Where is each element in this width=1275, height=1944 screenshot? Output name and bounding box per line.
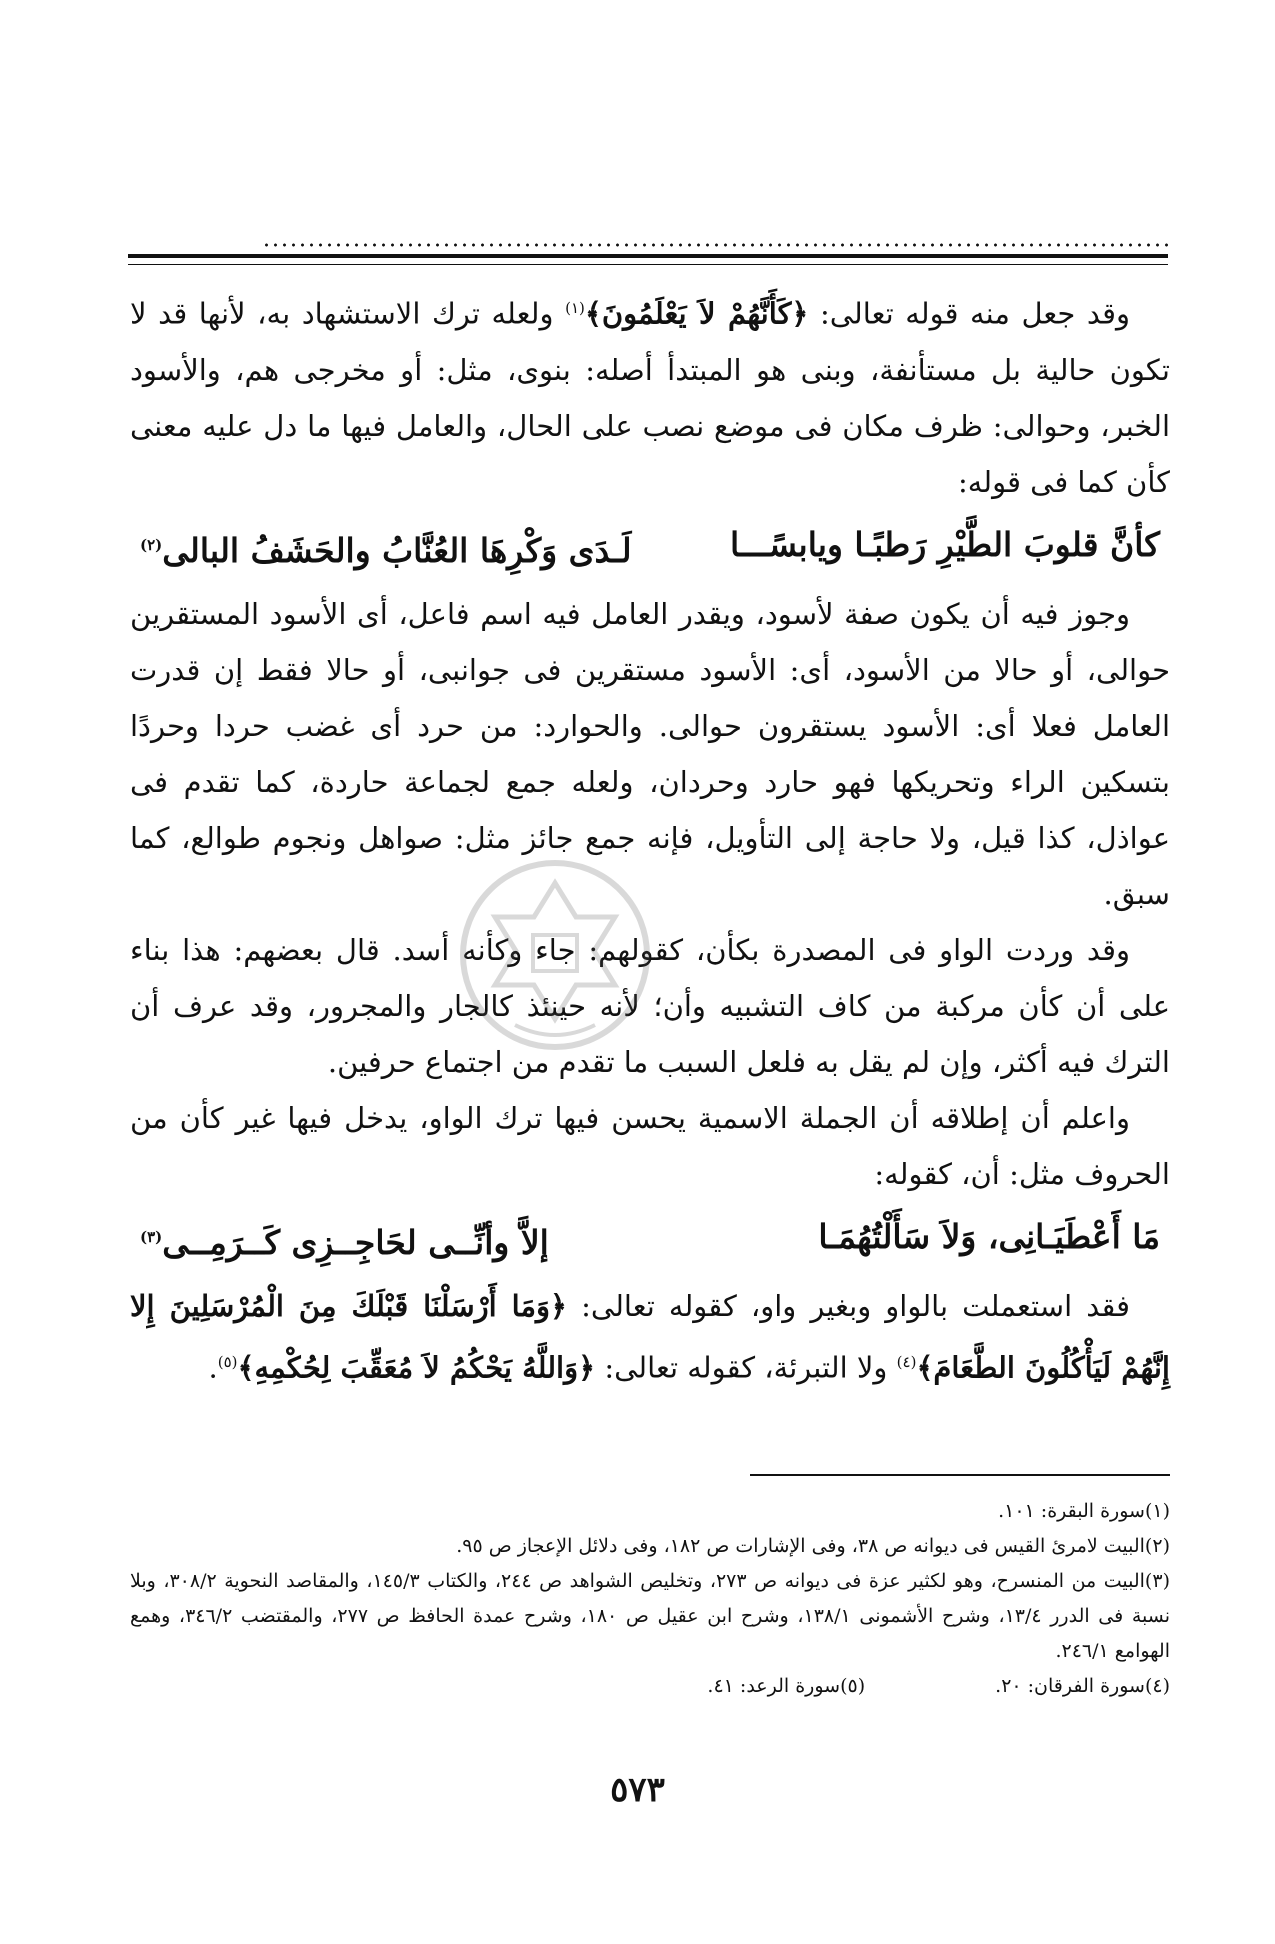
page-number: ٥٧٣ (610, 1770, 665, 1810)
quran-quote: ﴿وَاللَّهُ يَحْكُمُ لاَ مُعَقِّبَ لِحُكْمِهِ﴾ (237, 1350, 596, 1385)
quran-quote: ﴿وَمَا أَرْسَلْنَا قَبْلَكَ مِنَ الْمُرْسَلِينَ إِلا إِنَّهُمْ لَيَأْكُلُونَ الطَّعَامَ﴾ (130, 1288, 1170, 1385)
main-text (130, 280, 1170, 1395)
verse-second-hemistich: لَـدَى وَكْرِهَا العُنَّابُ والحَشَفُ البالى$^{(٢)}$ (140, 530, 632, 570)
header-thin-rule (128, 264, 1168, 265)
footnote-ref: (٢) (140, 535, 163, 554)
paragraph-1: وقد جعل منه قوله تعالى: ﴿كَأَنَّهُمْ لاَ يَعْلَمُونَ﴾$^{(١)}$ ولعله ترك الاستشهاد به، لأنها قد لا تكون حالية بل مستأنفة، وبنى هو المبتدأ أصله: بنوى، مثل: أو مخرجى هم، والأسود الخبر، وحوالى: ظرف مكان فى موضع نصب على الحال، والعامل فيها ما دل عليه معنى كأن كما فى قوله: (130, 296, 1170, 499)
paragraph-2: وجوز فيه أن يكون صفة لأسود، ويقدر العامل فيه اسم فاعل، أى الأسود المستقرين حوالى، أو حالا من الأسود، أى: الأسود مستقرين فى جوانبى، أو حالا فقط إن قدرت العامل فعلا أى: الأسود يستقرون حوالى. والحوارد: من حرد أى غضب حردا وحردًا بتسكين الراء وتحريكها فهو حارد وحردان، ولعله جمع لجماعة حاردة، كما تقدم فى عواذل، كذا قيل، ولا حاجة إلى التأويل، فإنه جمع جائز مثل: صواهل ونجوم طوالع، كما سبق. (130, 596, 1170, 911)
footnotes (130, 1494, 1170, 1704)
verse-second-hemistich: إلاَّ وأنِّــى لحَاجِــزِى كَــرَمِــى$^{(٣)}$ (140, 1222, 549, 1262)
paragraph-3: وقد وردت الواو فى المصدرة بكأن، كقولهم: جاء وكأنه أسد. قال بعضهم: هذا بناء على أن كأن مركبة من كاف التشبيه وأن؛ لأنه حينئذ كالجار والمجرور، وقد عرف أن الترك فيه أكثر، وإن لم يقل به فلعل السبب ما تقدم من اجتماع حرفين. (130, 932, 1170, 1079)
poetry-verse-2 (130, 1202, 1170, 1278)
footnote-ref: (٤) (896, 1352, 917, 1371)
verse-first-hemistich: كأنَّ قلوبَ الطَّيْرِ رَطبًـا ويابسًـــا (730, 524, 1160, 564)
quran-quote: ﴿كَأَنَّهُمْ لاَ يَعْلَمُونَ﴾ (584, 296, 809, 331)
footnote-2: (٢)البيت لامرئ القيس فى ديوانه ص ٣٨، وفى الإشارات ص ١٨٢، وفى دلائل الإعجاز ص ٩٥. (456, 1535, 1170, 1557)
footnote-ref: (١) (565, 299, 585, 317)
paragraph-5: فقد استعملت بالواو وبغير واو، كقوله تعالى: ﴿وَمَا أَرْسَلْنَا قَبْلَكَ مِنَ الْمُرْسَلِينَ إِلا إِنَّهُمْ لَيَأْكُلُونَ الطَّعَامَ﴾$^{(٤)}$ ولا التبرئة، كقوله تعالى: ﴿وَاللَّهُ يَحْكُمُ لاَ مُعَقِّبَ لِحُكْمِهِ﴾$^{(٥)}$. (130, 1288, 1170, 1385)
paragraph-4: واعلم أن إطلاقه أن الجملة الاسمية يحسن فيها ترك الواو، يدخل فيها غير كأن من الحروف مثل: أن، كقوله: (130, 1100, 1170, 1191)
footnote-1: (١)سورة البقرة: ١٠١. (998, 1500, 1170, 1522)
footnote-4: (٤)سورة الفرقان: ٢٠. (995, 1675, 1170, 1697)
footnote-separator (750, 1474, 1170, 1476)
verse-first-hemistich: مَا أَعْطَيَـانِى، وَلاَ سَأَلْتُهُمَـا (818, 1216, 1160, 1256)
footnote-3: (٣)البيت من المنسرح، وهو لكثير عزة فى ديوانه ص ٢٧٣، وتخليص الشواهد ص ٢٤٤، والكتاب ١٤٥/٣، والمقاصد النحوية ٣٠٨/٢، وبلا نسبة فى الدرر ١٣/٤، وشرح الأشمونى ١٣٨/١، وشرح ابن عقيل ص ١٨٠، وشرح عمدة الحافظ ص ٢٧٧، والمقتضب ٣٤٦/٢، وهمع الهوامع ٢٤٦/١. (130, 1570, 1170, 1662)
poetry-verse-1 (130, 510, 1170, 586)
footnote-row (130, 1669, 1170, 1704)
header-thick-rule (128, 254, 1168, 258)
header-dotted-rule (262, 243, 1168, 247)
footnote-ref: (٣) (140, 1227, 163, 1246)
footnote-5: (٥)سورة الرعد: ٤١. (707, 1675, 866, 1697)
footnote-ref: (٥) (217, 1352, 238, 1371)
